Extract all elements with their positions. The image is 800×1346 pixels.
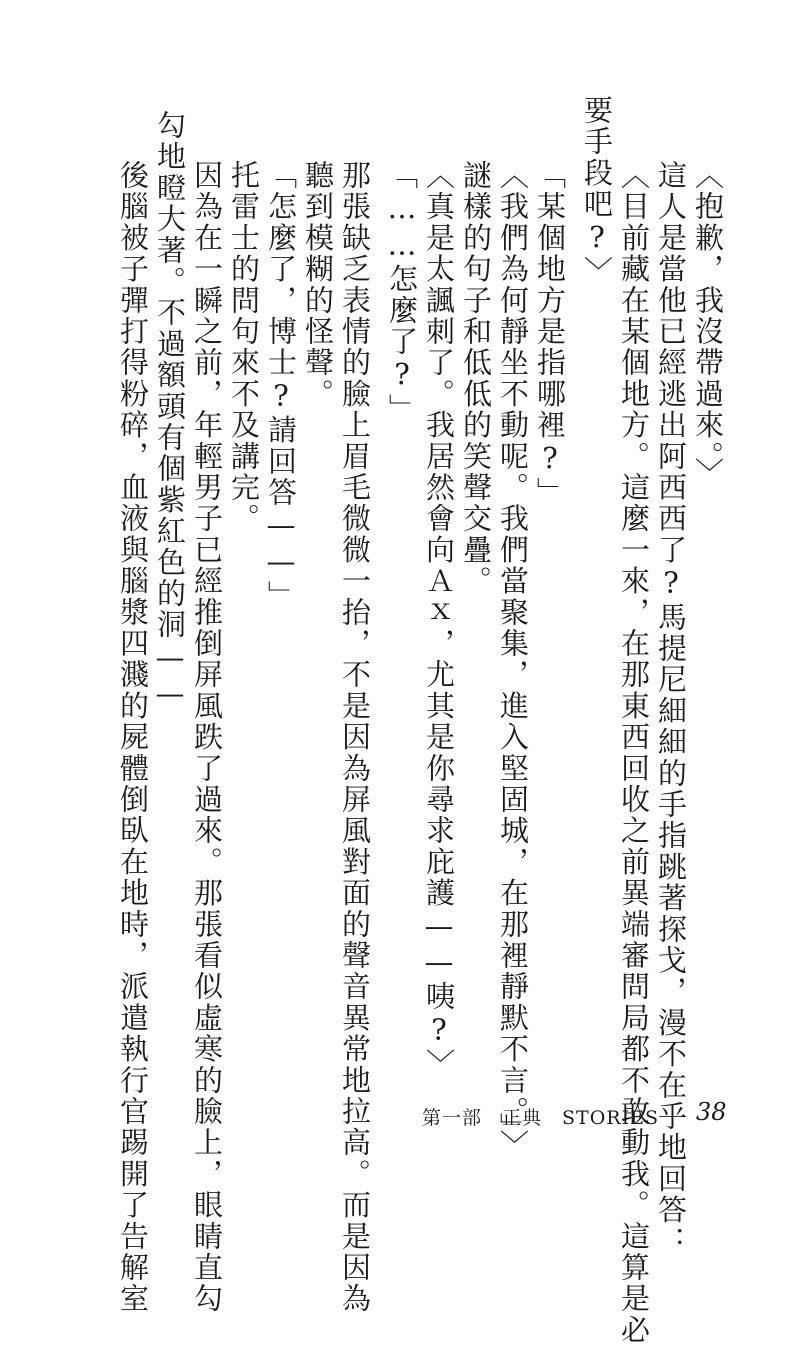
text-line: 〈真是太諷刺了。我居然會向Ａｘ，尤其是你尋求庇護——咦?〉 xyxy=(422,160,456,1080)
text-line: 聽到模糊的怪聲。 xyxy=(301,160,335,410)
text-line: 後腦被子彈打得粉碎，血液與腦漿四濺的屍體倒臥在地時，派遣執行官踢開了告解室 xyxy=(116,160,150,1315)
text-line: 〈抱歉，我沒帶過來。〉 xyxy=(691,160,725,489)
text-line: 〈我們為何靜坐不動呢。我們當聚集，進入堅固城，在那裡靜默不言。」〉 xyxy=(496,160,530,1161)
text-line: 因為在一瞬之前，年輕男子已經推倒屏風跌了過來。那張看似虛寒的臉上，眼睛直勾 xyxy=(190,160,224,1315)
text-line: 托雷士的問句來不及講完。 xyxy=(227,160,261,535)
running-head: 第一部 正典 STORIES xyxy=(422,1107,659,1129)
text-line: 〈目前藏在某個地方。這麼一來，在那東西回收之前異端審問局都不敢動我。這算是必 xyxy=(617,160,651,1346)
page-number: 38 xyxy=(696,1098,727,1126)
text-line: 謎樣的句子和低低的笑聲交疊。 xyxy=(459,160,493,597)
text-line: 「……怎麼了?」 xyxy=(385,160,419,425)
text-line: 「怎麼了，博士?請回答——」 xyxy=(264,160,298,612)
text-line: 那張缺乏表情的臉上眉毛微微一抬，不是因為屏風對面的聲音異常地拉高。而是因為 xyxy=(338,160,372,1315)
text-line: 要手段吧?〉 xyxy=(580,95,614,288)
text-line: 勾地瞪大著。不過額頭有個紫紅色的洞—— xyxy=(153,110,187,713)
text-line: 「某個地方是指哪裡?」 xyxy=(533,160,567,509)
text-line: 這人是當他已經逃出阿西西了?馬提尼細細的手指跳著探戈，漫不在乎地回答： xyxy=(654,160,688,1257)
